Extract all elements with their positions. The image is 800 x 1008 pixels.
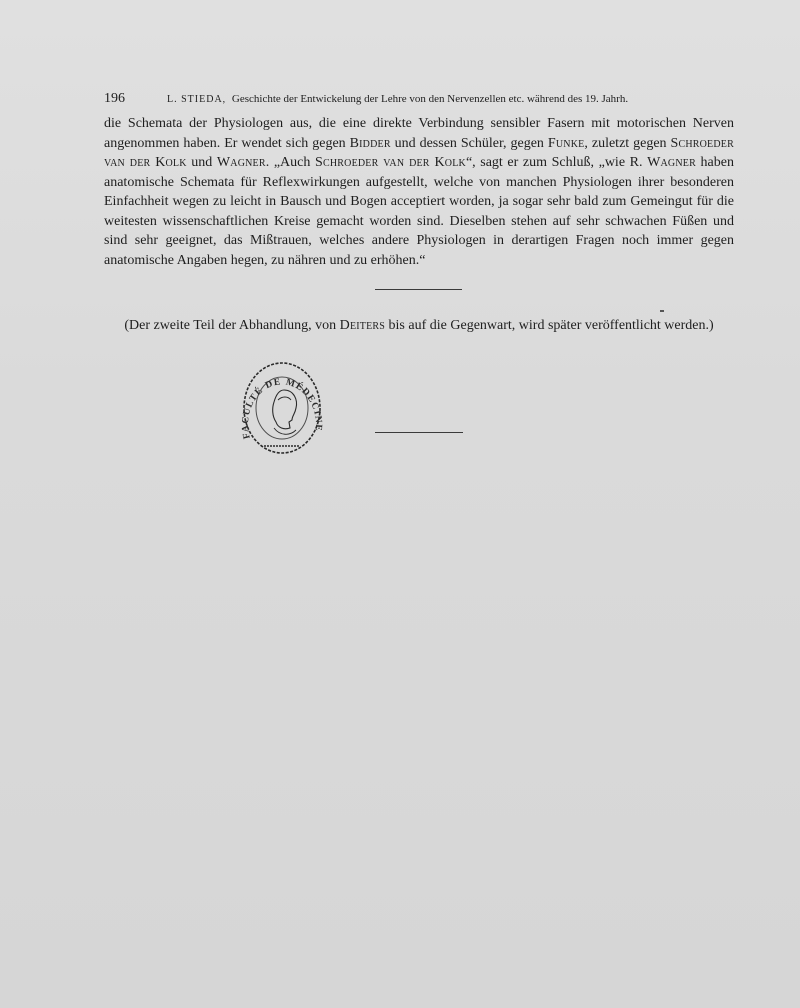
person-name-wagner: Wagner: [216, 155, 266, 170]
text-segment: (Der zweite Teil der Abhandlung, von: [124, 318, 340, 333]
person-name-schroeder: Schroeder van der Kolk: [315, 155, 466, 170]
text-segment: haben anatomische Schemata für Reflexwirkungen aufgestellt, welche von manchen Physiologen ihrer besonderen Einfachheit wegen zu leicht in Bausch und Bogen acceptiert worden, ja sogar sehr bald zum Gemeingut für die weitesten wissenschaftlichen Kreise gemacht worden sind. Dieselben stehen auf sehr schwachen Füßen und sind sehr geeignet, das Mißtrauen, welches andere Physiologen in derartigen Fragen noch immer gegen anatomische Angaben hegen, zu nähren und zu erhöhen.“: [104, 155, 734, 268]
svg-text:FACULTÉ DE MÉDECINE DE PARIS: FACULTÉ DE MÉDECINE: [240, 377, 324, 440]
text-segment: und dessen Schüler, gegen: [390, 135, 548, 151]
text-segment: und: [186, 155, 217, 170]
library-stamp: [234, 356, 330, 460]
page-number: 196: [104, 91, 125, 106]
section-divider: [375, 289, 462, 290]
header-title: Geschichte der Entwickelung der Lehre von den Nervenzellen etc. während des 19. Jahrh.: [231, 93, 629, 105]
text-segment: die Schemata der Physiologen aus, die eine direkte Verbindung sensibler Fasern mit motorischen Nerven angenommen haben. Er wendet sich gegen: [104, 116, 734, 151]
body-paragraph: [104, 114, 734, 270]
continuation-note: [104, 316, 734, 336]
person-name-deiters: Deiters: [339, 318, 386, 333]
text-segment: “, sagt er zum Schluß, „wie R.: [465, 155, 648, 170]
section-divider: [375, 432, 463, 433]
person-name-schroeder: Schroeder van der Kolk: [104, 135, 734, 170]
stamp-seal-icon: [234, 356, 330, 460]
person-name-wagner: Wagner: [647, 155, 696, 170]
text-segment: bis auf die Gegenwart, wird später veröffentlicht werden.): [385, 318, 714, 333]
text-segment: . „Auch: [265, 155, 315, 170]
person-name-funke: Funke: [547, 135, 585, 151]
person-name-bidder: Bidder: [349, 135, 391, 151]
running-header: [104, 91, 704, 107]
print-speck: [660, 310, 664, 312]
header-author: L. STIEDA,: [167, 94, 227, 105]
text-segment: , zuletzt gegen: [584, 135, 671, 151]
